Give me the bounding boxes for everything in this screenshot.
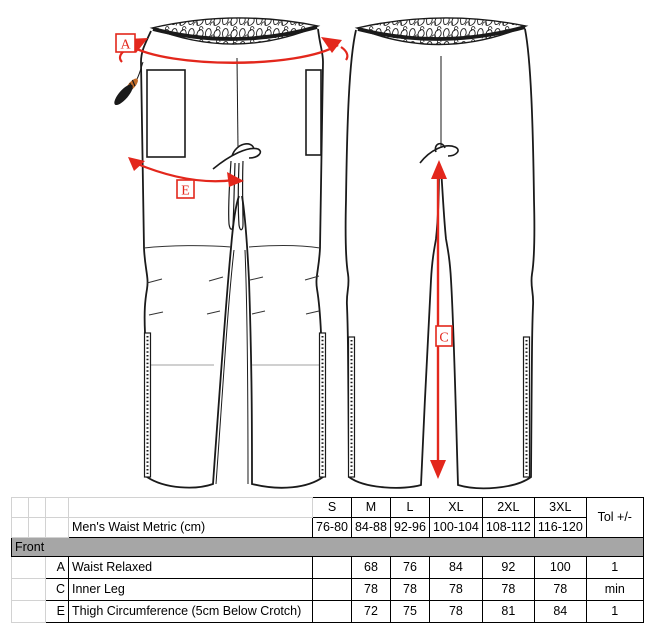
measure-label: Waist Relaxed [69,557,313,579]
waist-metric-value: 108-112 [482,518,534,538]
measure-arrow-c [430,160,452,479]
tolerance-value: 1 [586,601,643,623]
back-drawcord-curl [420,144,458,163]
measure-value: 72 [351,601,390,623]
size-col-header: S [313,498,352,518]
measure-code: A [46,557,69,579]
measure-value: 92 [482,557,534,579]
measure-arrow-e [128,157,244,199]
measure-value: 100 [534,557,586,579]
measure-value [313,601,352,623]
measure-value: 84 [429,557,482,579]
label-c: C [439,330,449,346]
section-label: Front [12,538,644,557]
size-header-row [12,498,644,518]
spacer-cell [12,557,46,579]
size-col-header: M [351,498,390,518]
label-a: A [120,37,131,53]
pants-front-view [112,18,326,488]
size-spec-table [11,497,644,623]
front-right-pocket [306,70,321,155]
front-drawcord-ends [229,161,243,230]
table-row [12,557,644,579]
spacer-cell [12,518,29,538]
tolerance-value: min [586,579,643,601]
measure-value [313,557,352,579]
tolerance-value: 1 [586,557,643,579]
waist-metric-value: 92-96 [390,518,429,538]
measure-code: E [46,601,69,623]
measure-value: 78 [390,579,429,601]
spacer-cell [12,601,46,623]
waist-metric-value: 116-120 [534,518,586,538]
size-col-header: 2XL [482,498,534,518]
size-col-header: XL [429,498,482,518]
spacer-cell [29,518,46,538]
measure-label: Inner Leg [69,579,313,601]
measure-value: 76 [390,557,429,579]
measure-value: 84 [534,601,586,623]
measure-value: 75 [390,601,429,623]
measure-value: 78 [429,579,482,601]
section-header-row [12,538,644,557]
arrowhead-c-bottom [430,460,446,479]
arrowhead-e-right [227,172,244,187]
waist-metric-row [12,518,644,538]
measure-value: 81 [482,601,534,623]
front-left-pocket [147,70,185,157]
spacer-cell [29,498,46,518]
arrowhead-c-top [431,160,447,179]
measure-label: Thigh Circumference (5cm Below Crotch) [69,601,313,623]
waist-metric-value: 76-80 [313,518,352,538]
measure-value: 78 [351,579,390,601]
table-row [12,579,644,601]
front-knee-darts [147,276,319,315]
spacer-cell [69,498,313,518]
size-col-header: L [390,498,429,518]
waist-metric-value: 100-104 [429,518,482,538]
spacer-cell [12,498,29,518]
spacer-cell [46,498,69,518]
tolerance-header: Tol +/- [586,498,643,538]
measure-value: 78 [534,579,586,601]
back-outline [346,29,535,488]
spacer-cell [12,579,46,601]
front-fly-line [237,58,238,148]
measure-code: C [46,579,69,601]
table-row [12,601,644,623]
toggle-icon [112,76,141,108]
waist-metric-label: Men's Waist Metric (cm) [69,518,313,538]
spacer-cell [46,518,69,538]
measure-value: 68 [351,557,390,579]
front-hem-zippers [145,333,326,477]
measure-value: 78 [429,601,482,623]
measure-value: 78 [482,579,534,601]
waist-metric-value: 84-88 [351,518,390,538]
label-e: E [181,183,190,199]
size-col-header: 3XL [534,498,586,518]
pants-back-view [346,18,535,488]
measure-value [313,579,352,601]
front-drawcord-bow [213,144,260,169]
